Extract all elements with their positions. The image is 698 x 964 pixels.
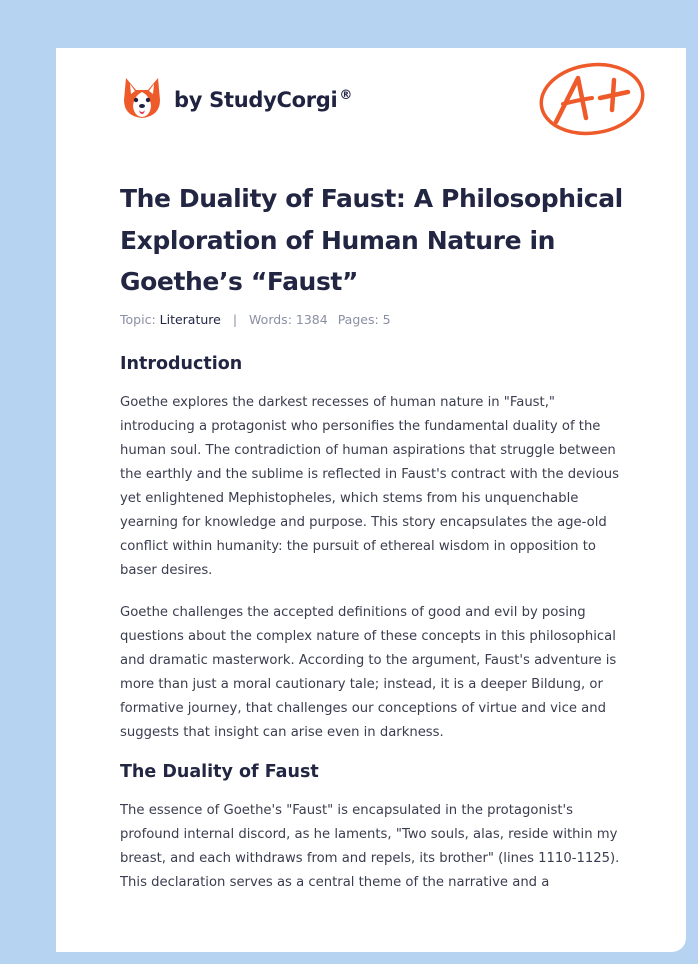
article-meta: [120, 312, 391, 327]
meta-separator: |: [232, 312, 238, 327]
studycorgi-logo[interactable]: [122, 76, 352, 120]
registered-mark: ®: [339, 88, 353, 103]
paragraph: Goethe challenges the accepted definitions of good and evil by posing questions about the complex nature of these concepts in this philosophical and dramatic masterwork. According to the argument, Faust's adventure is more than just a moral cautionary tale; instead, it is a deeper Bildung, or formative journey, that challenges our conceptions of virtue and vice and suggests that insight can arise even in darkness.: [120, 605, 617, 740]
topic-link[interactable]: Literature: [159, 312, 221, 327]
document-page: [56, 48, 686, 952]
paragraph: Goethe explores the darkest recesses of human nature in "Faust," introducing a protagonist who personifies the fundamental duality of the human soul. The contradiction of human aspirations that struggle between the earthly and the sublime is reflected in Faust's contract with the devious yet enlightened Mephistopheles, which stems from his unquenchable yearning for knowledge and purpose. This story encapsulates the age-old conflict within humanity: the pursuit of ethereal wisdom in opposition to baser desires.: [120, 395, 620, 578]
paragraph: The essence of Goethe's "Faust" is encapsulated in the protagonist's profound internal discord, as he laments, "Two souls, alas, reside within my breast, and each withdraws from and repels, its brother" (lines 1110-1125). This declaration serves as a central theme of the narrative and a: [120, 803, 620, 890]
corgi-icon: [122, 76, 162, 120]
a-plus-grade-icon: [536, 58, 648, 140]
words-label: Words:: [249, 312, 292, 327]
words-count: 1384: [295, 312, 328, 327]
logo-text: by StudyCorgi ®: [174, 88, 353, 112]
article-title: The Duality of Faust: A Philosophical Exploration of Human Nature in Goethe’s “Faust”: [120, 184, 623, 296]
section-heading: The Duality of Faust: [120, 762, 319, 782]
topic-label: Topic:: [120, 312, 156, 327]
pages-count: 5: [382, 312, 391, 327]
section-heading: Introduction: [120, 354, 243, 374]
pages-label: Pages:: [337, 312, 379, 327]
